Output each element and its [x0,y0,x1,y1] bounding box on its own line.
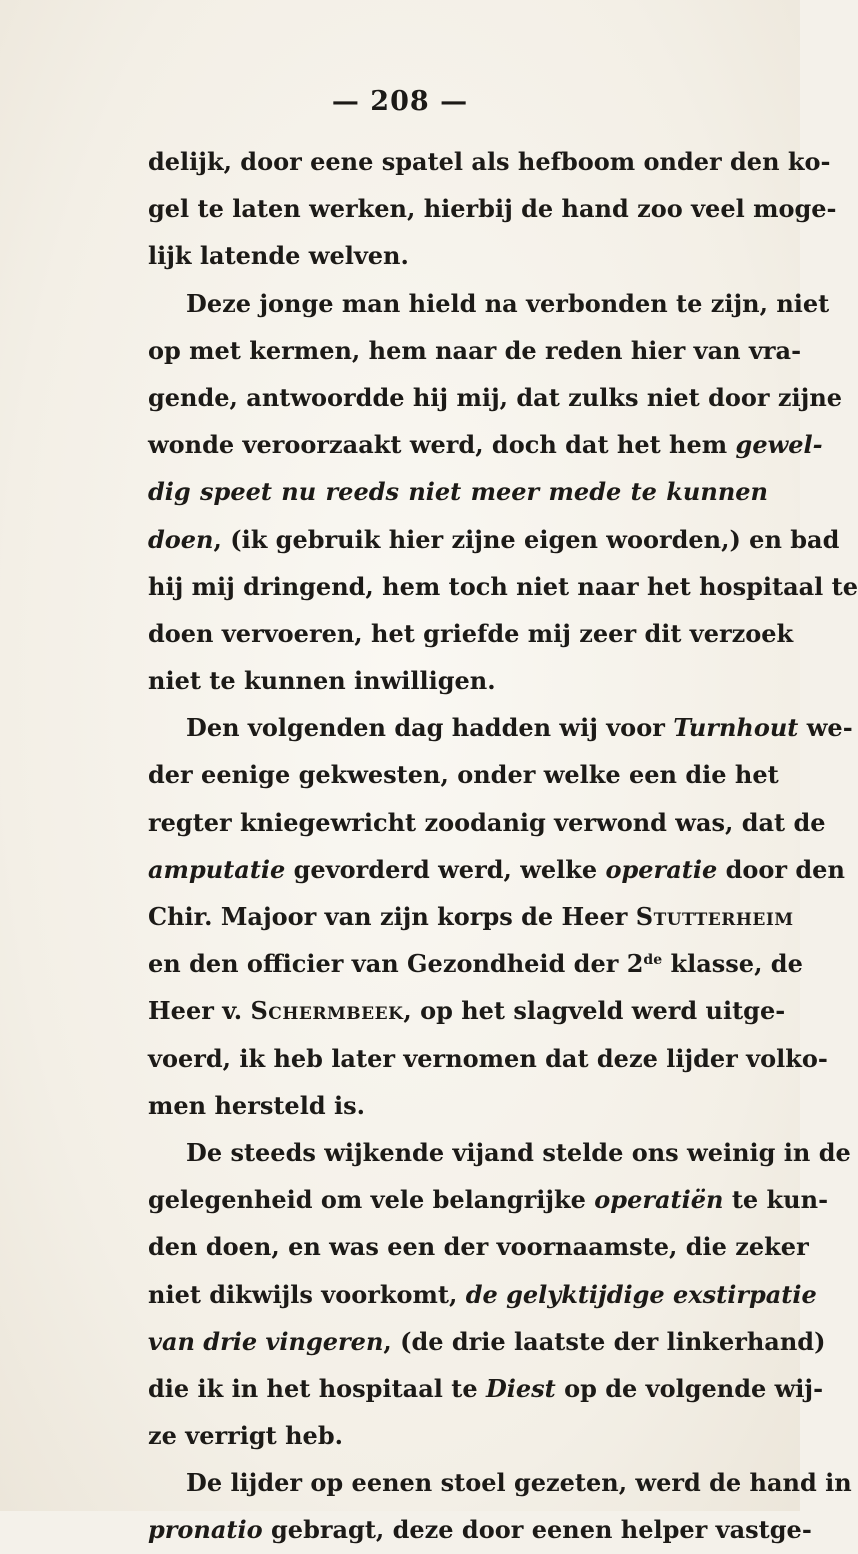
text-line [148,751,779,798]
text-line [148,280,830,327]
body-text [148,138,858,1554]
text-run: gevorderd werd, welke [285,854,606,884]
text-run: te kun- [723,1185,829,1215]
text-line [148,374,843,421]
text-run: ze verrigt heb. [148,1421,343,1451]
text-run: Den volgenden dag hadden wij voor [186,713,674,743]
text-line [148,1365,824,1412]
text-run: Heer v. [148,996,251,1026]
text-run: Chir. Majoor van zijn korps de Heer [148,902,636,931]
text-line [148,1129,851,1176]
text-line [148,138,831,185]
text-line [148,1176,829,1223]
text-run: regter kniegewricht zoodanig verwond was, dat de [148,807,826,837]
text-run: , op het slagveld werd uitge- [403,996,786,1026]
text-run: door den [717,854,845,884]
text-run: wonde veroorzaakt werd, doch dat het hem [148,430,736,460]
text-run: gel te laten werken, hierbij de hand zoo veel moge- [148,194,837,224]
text-line [148,1459,852,1506]
text-run: , (ik gebruik hier zijne eigen woorden,) en bad [213,524,840,554]
text-line [148,1412,768,1459]
text-run: niet te kunnen inwilligen. [148,666,496,696]
text-run: De steeds wijkende vijand stelde ons weinig in de [186,1137,851,1167]
small-caps-name: Schermbeek [250,996,404,1026]
text-run: voerd, ik heb later vernomen dat deze lijder volko- [148,1043,828,1073]
italic-text: van drie vingeren [148,1326,384,1356]
text-line [148,846,845,893]
text-line [148,657,768,704]
text-line [148,893,794,940]
text-line [148,610,794,657]
text-run: doen vervoeren, het griefde mij zeer dit verzoek [148,618,794,648]
italic-text: dig speet nu reeds niet meer mede te kunnen [148,477,768,507]
text-run: den doen, en was een der voornaamste, die zeker [148,1232,809,1262]
italic-text: gewel- [735,430,823,460]
text-line [148,799,826,846]
text-run: gelegenheid om vele belangrijke [148,1185,595,1215]
text-run: , (de drie laatste der linkerhand) [383,1326,826,1356]
italic-text: pronatio [148,1515,263,1545]
text-line [148,940,803,987]
text-run: en den officier van Gezondheid der 2 [148,949,644,979]
text-run: op met kermen, hem naar de reden hier van vra- [148,335,802,365]
text-run: men hersteld is. [148,1090,365,1120]
text-line [148,327,802,374]
italic-text: Diest [485,1373,556,1403]
italic-text: operatiën [594,1185,724,1215]
text-line [148,1082,768,1129]
text-line [148,1271,817,1318]
text-run: niet dikwijls voorkomt, [148,1279,466,1309]
text-line [148,1223,809,1270]
text-run: op de volgende wij- [555,1373,824,1403]
text-line [148,704,853,751]
italic-text: de gelyktijdige exstirpatie [465,1279,817,1309]
superscript: de [643,952,663,969]
text-line [148,468,768,515]
text-run: hij mij dringend, hem toch niet naar het hospitaal te [148,571,858,601]
text-run: gebragt, deze door eenen helper vastge- [262,1515,812,1545]
text-run: gende, antwoordde hij mij, dat zulks niet door zijne [148,382,843,412]
italic-text: operatie [605,854,718,884]
page-number: — 208 — [331,86,469,117]
text-line [148,232,768,279]
text-run: die ik in het hospitaal te [148,1373,486,1403]
text-line [148,1506,812,1553]
italic-text: amputatie [148,854,286,884]
small-caps-name: Stutterheim [635,902,794,931]
italic-text: doen [148,524,214,554]
italic-text: Turnhout [673,713,799,743]
text-line [148,516,840,563]
text-line [148,563,858,610]
text-run: Deze jonge man hield na verbonden te zijn, niet [186,288,830,318]
text-line [148,421,823,468]
text-run: lijk latende welven. [148,241,409,271]
text-run: delijk, door eene spatel als hefboom onder den ko- [148,147,831,176]
text-line [148,1318,826,1365]
text-run: der eenige gekwesten, onder welke een die het [148,760,779,790]
text-line [148,1035,828,1082]
text-line [148,185,837,232]
text-line [148,987,786,1034]
text-run: klasse, de [662,949,803,979]
text-run: De lijder op eenen stoel gezeten, werd de hand in [186,1468,852,1498]
text-run: we- [798,713,853,743]
